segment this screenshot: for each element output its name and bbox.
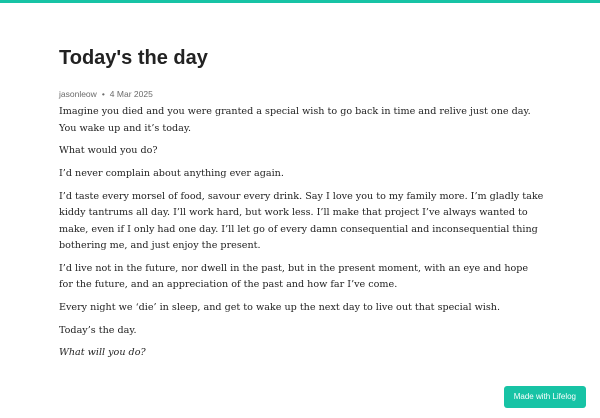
closing-question: What will you do? [59, 347, 146, 359]
paragraph: I’d never complain about anything ever again. [59, 167, 284, 179]
author-link[interactable]: jasonleow [59, 89, 97, 99]
post-body [59, 104, 545, 362]
meta-separator: • [101, 89, 105, 99]
paragraph: I’d taste every morsel of food, savour every drink. Say I love you to my family more. I’m gladly take kiddy tantrums all day. I’ll work hard, but work less. I’ll make that project I’ve always wanted to make, even if I only had one day. I’ll let go of every damn consequential and inconsequential thing bothering me, and just enjoy the present. [59, 190, 544, 252]
post-meta [59, 88, 545, 100]
paragraph: What would you do? [59, 145, 158, 157]
paragraph: Every night we ‘die’ in sleep, and get to wake up the next day to live out that special wish. [59, 301, 501, 313]
top-accent-bar [0, 0, 600, 3]
post-article [59, 44, 545, 368]
paragraph: Today’s the day. [59, 324, 137, 336]
post-date: 4 Mar 2025 [109, 89, 153, 99]
post-title: Today's the day [59, 47, 208, 69]
paragraph: I’d live not in the future, nor dwell in the past, but in the present moment, with an eye and hope for the future, and an appreciation of the past and how far I’ve come. [59, 262, 529, 291]
paragraph: Imagine you died and you were granted a special wish to go back in time and relive just one day. You wake up and it’s today. [59, 106, 531, 134]
made-with-lifelog-button[interactable]: Made with Lifelog [504, 386, 586, 408]
